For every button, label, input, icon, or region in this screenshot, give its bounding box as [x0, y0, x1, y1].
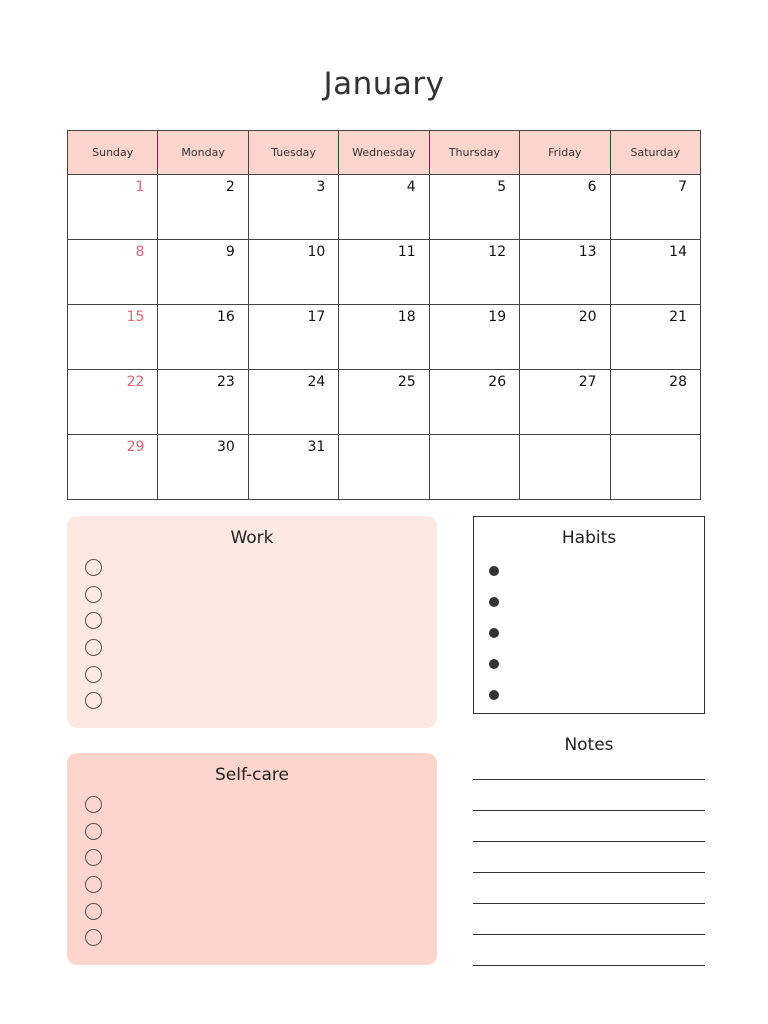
calendar-day-cell[interactable]: 25: [339, 370, 429, 435]
calendar-day-cell[interactable]: 18: [339, 305, 429, 370]
checklist-item: [85, 924, 437, 951]
calendar-day-cell[interactable]: 12: [429, 240, 519, 305]
checklist-item: [85, 818, 437, 845]
checklist-item: [85, 554, 437, 581]
calendar-day-cell[interactable]: 24: [248, 370, 338, 435]
calendar-empty-cell[interactable]: [339, 435, 429, 500]
habit-item: [489, 586, 704, 617]
bullet-dot-icon: [489, 597, 499, 607]
habits-title: Habits: [561, 528, 617, 548]
checkbox-circle-icon[interactable]: [85, 612, 102, 629]
work-checklist: [85, 554, 437, 714]
notes-line[interactable]: [473, 779, 705, 780]
calendar-day-cell[interactable]: 19: [429, 305, 519, 370]
calendar-day-cell[interactable]: 27: [520, 370, 610, 435]
calendar-day-cell[interactable]: 26: [429, 370, 519, 435]
calendar-day-cell[interactable]: 16: [158, 305, 248, 370]
checkbox-circle-icon[interactable]: [85, 692, 102, 709]
bullet-dot-icon: [489, 690, 499, 700]
calendar-day-cell[interactable]: 30: [158, 435, 248, 500]
weekday-header-row: [68, 131, 701, 175]
bullet-dot-icon: [489, 628, 499, 638]
calendar-day-cell[interactable]: 13: [520, 240, 610, 305]
checklist-item: [85, 844, 437, 871]
checkbox-circle-icon[interactable]: [85, 666, 102, 683]
calendar-day-cell[interactable]: 11: [339, 240, 429, 305]
calendar-day-cell[interactable]: 15: [68, 305, 158, 370]
calendar-day-cell[interactable]: 14: [610, 240, 700, 305]
weekday-header: Tuesday: [248, 131, 338, 175]
work-title: Work: [230, 528, 274, 548]
weekday-header: Monday: [158, 131, 248, 175]
checklist-item: [85, 581, 437, 608]
bullet-dot-icon: [489, 566, 499, 576]
selfcare-checklist: [85, 791, 437, 951]
habits-list: [489, 555, 704, 710]
weekday-header: Sunday: [68, 131, 158, 175]
calendar-day-cell[interactable]: 17: [248, 305, 338, 370]
checklist-item: [85, 634, 437, 661]
habit-item: [489, 555, 704, 586]
notes-line[interactable]: [473, 872, 705, 873]
calendar-week-row: [68, 175, 701, 240]
checkbox-circle-icon[interactable]: [85, 559, 102, 576]
calendar-empty-cell[interactable]: [610, 435, 700, 500]
page-title: January: [323, 66, 445, 102]
checkbox-circle-icon[interactable]: [85, 823, 102, 840]
checkbox-circle-icon[interactable]: [85, 876, 102, 893]
work-panel: [67, 516, 437, 728]
calendar-day-cell[interactable]: 5: [429, 175, 519, 240]
calendar-day-cell[interactable]: 22: [68, 370, 158, 435]
calendar-week-row: [68, 305, 701, 370]
calendar-day-cell[interactable]: 21: [610, 305, 700, 370]
calendar-day-cell[interactable]: 7: [610, 175, 700, 240]
weekday-header: Wednesday: [339, 131, 429, 175]
calendar-day-cell[interactable]: 28: [610, 370, 700, 435]
checkbox-circle-icon[interactable]: [85, 849, 102, 866]
checklist-item: [85, 898, 437, 925]
checklist-item: [85, 607, 437, 634]
calendar-week-row: [68, 435, 701, 500]
notes-title: Notes: [564, 735, 614, 755]
habits-box: [473, 516, 705, 714]
weekday-header: Friday: [520, 131, 610, 175]
weekday-header: Saturday: [610, 131, 700, 175]
calendar-week-row: [68, 240, 701, 305]
habit-item: [489, 648, 704, 679]
calendar-day-cell[interactable]: 23: [158, 370, 248, 435]
notes-line[interactable]: [473, 841, 705, 842]
calendar-empty-cell[interactable]: [520, 435, 610, 500]
notes-line[interactable]: [473, 934, 705, 935]
checkbox-circle-icon[interactable]: [85, 639, 102, 656]
checklist-item: [85, 791, 437, 818]
habit-item: [489, 617, 704, 648]
calendar-empty-cell[interactable]: [429, 435, 519, 500]
notes-line[interactable]: [473, 965, 705, 966]
checkbox-circle-icon[interactable]: [85, 796, 102, 813]
calendar-day-cell[interactable]: 1: [68, 175, 158, 240]
calendar-grid: [67, 130, 701, 500]
bullet-dot-icon: [489, 659, 499, 669]
checkbox-circle-icon[interactable]: [85, 929, 102, 946]
selfcare-panel: [67, 753, 437, 965]
calendar-day-cell[interactable]: 2: [158, 175, 248, 240]
calendar-day-cell[interactable]: 4: [339, 175, 429, 240]
calendar-day-cell[interactable]: 3: [248, 175, 338, 240]
checklist-item: [85, 687, 437, 714]
checkbox-circle-icon[interactable]: [85, 903, 102, 920]
calendar-week-row: [68, 370, 701, 435]
notes-line[interactable]: [473, 810, 705, 811]
habit-item: [489, 679, 704, 710]
notes-line[interactable]: [473, 903, 705, 904]
calendar-day-cell[interactable]: 8: [68, 240, 158, 305]
calendar-day-cell[interactable]: 6: [520, 175, 610, 240]
checklist-item: [85, 661, 437, 688]
calendar-day-cell[interactable]: 31: [248, 435, 338, 500]
checklist-item: [85, 871, 437, 898]
calendar-day-cell[interactable]: 10: [248, 240, 338, 305]
checkbox-circle-icon[interactable]: [85, 586, 102, 603]
selfcare-title: Self-care: [214, 765, 289, 785]
calendar-day-cell[interactable]: 9: [158, 240, 248, 305]
calendar-day-cell[interactable]: 29: [68, 435, 158, 500]
calendar-day-cell[interactable]: 20: [520, 305, 610, 370]
weekday-header: Thursday: [429, 131, 519, 175]
